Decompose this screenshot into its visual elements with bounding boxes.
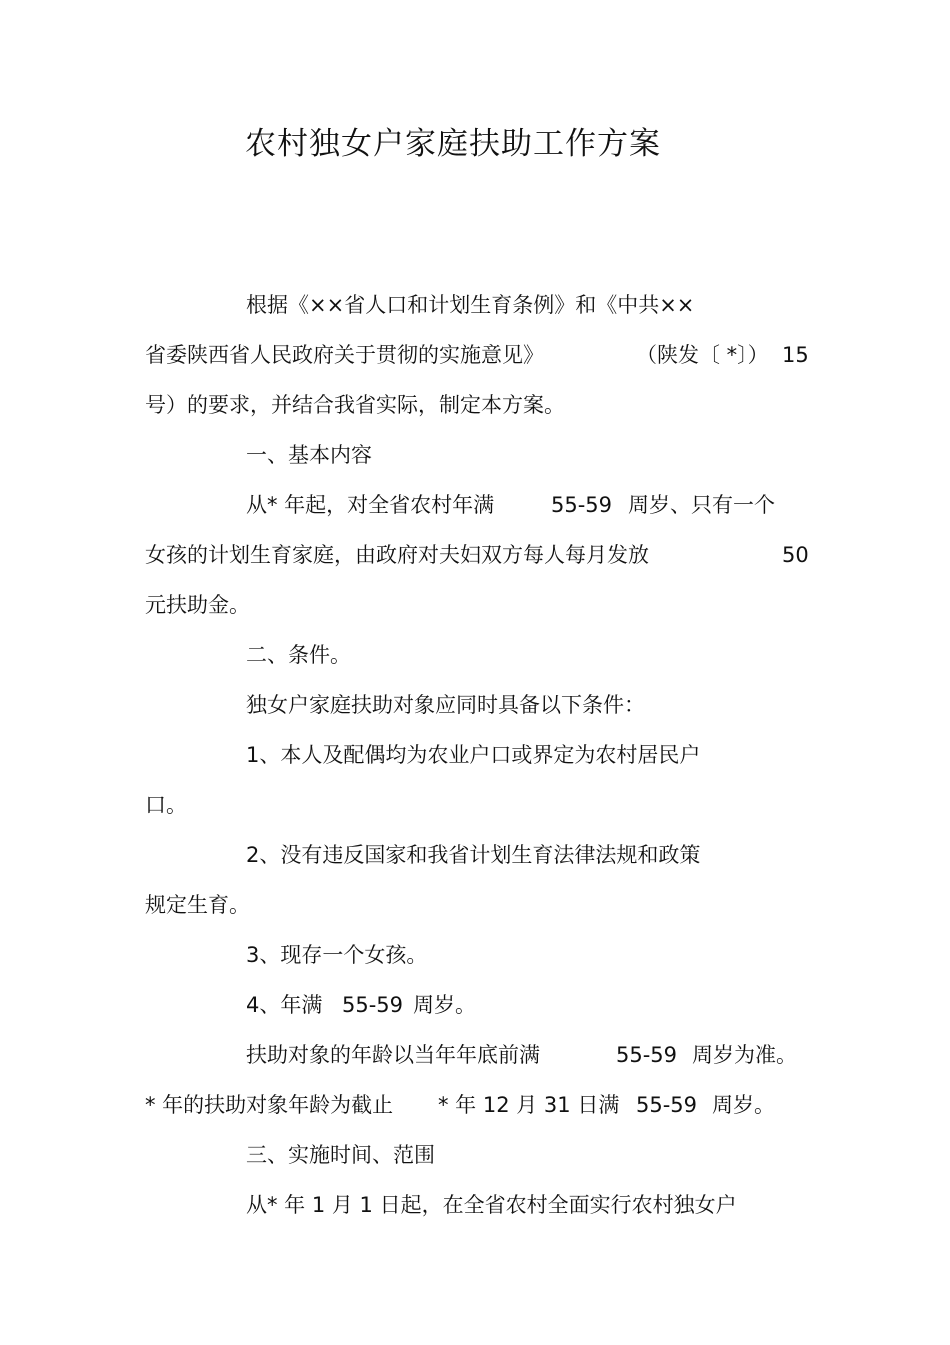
text-line: 省委陕西省人民政府关于贯彻的实施意见》 <box>145 343 544 367</box>
text-line: 从* 年起，对全省农村年满 <box>246 493 495 517</box>
text-line: 独女户家庭扶助对象应同时具备以下条件： <box>246 693 645 717</box>
text-line: 4、年满 <box>246 993 323 1017</box>
text-line: 周岁。 <box>712 1093 775 1117</box>
text-line: 2、没有违反国家和我省计划生育法律法规和政策 <box>246 843 701 867</box>
text-line: * 年 12 月 31 日满 <box>438 1093 620 1117</box>
text-number: 55-59 <box>636 1093 698 1117</box>
text-line: 扶助对象的年龄以当年年底前满 <box>246 1043 540 1067</box>
text-line: 周岁为准。 <box>692 1043 797 1067</box>
text-line: 周岁、只有一个 <box>628 493 775 517</box>
text-line: （陕发〔 *〕） <box>636 343 769 367</box>
section-heading: 二、条件。 <box>246 643 351 667</box>
text-line: 号）的要求，并结合我省实际，制定本方案。 <box>145 393 565 417</box>
text-number: 15 <box>782 343 809 367</box>
text-line: 从* 年 1 月 1 日起，在全省农村全面实行农村独女户 <box>246 1193 737 1217</box>
text-line: 元扶助金。 <box>145 593 250 617</box>
text-number: 55-59 <box>342 993 404 1017</box>
text-number: 55-59 <box>616 1043 678 1067</box>
section-heading: 三、实施时间、范围 <box>246 1143 435 1167</box>
text-number: 50 <box>782 543 809 567</box>
text-line: 女孩的计划生育家庭，由政府对夫妇双方每人每月发放 <box>145 543 649 567</box>
section-heading: 一、基本内容 <box>246 443 372 467</box>
text-line: 1、本人及配偶均为农业户口或界定为农村居民户 <box>246 743 701 767</box>
text-line: 周岁。 <box>413 993 476 1017</box>
text-line: * 年的扶助对象年龄为截止 <box>145 1093 394 1117</box>
text-line: 规定生育。 <box>145 893 250 917</box>
text-line: 3、现存一个女孩。 <box>246 943 428 967</box>
text-line: 根据《××省人口和计划生育条例》和《中共×× <box>246 293 695 317</box>
text-line: 口。 <box>145 793 187 817</box>
text-number: 55-59 <box>551 493 613 517</box>
document-title: 农村独女户家庭扶助工作方案 <box>245 126 661 162</box>
